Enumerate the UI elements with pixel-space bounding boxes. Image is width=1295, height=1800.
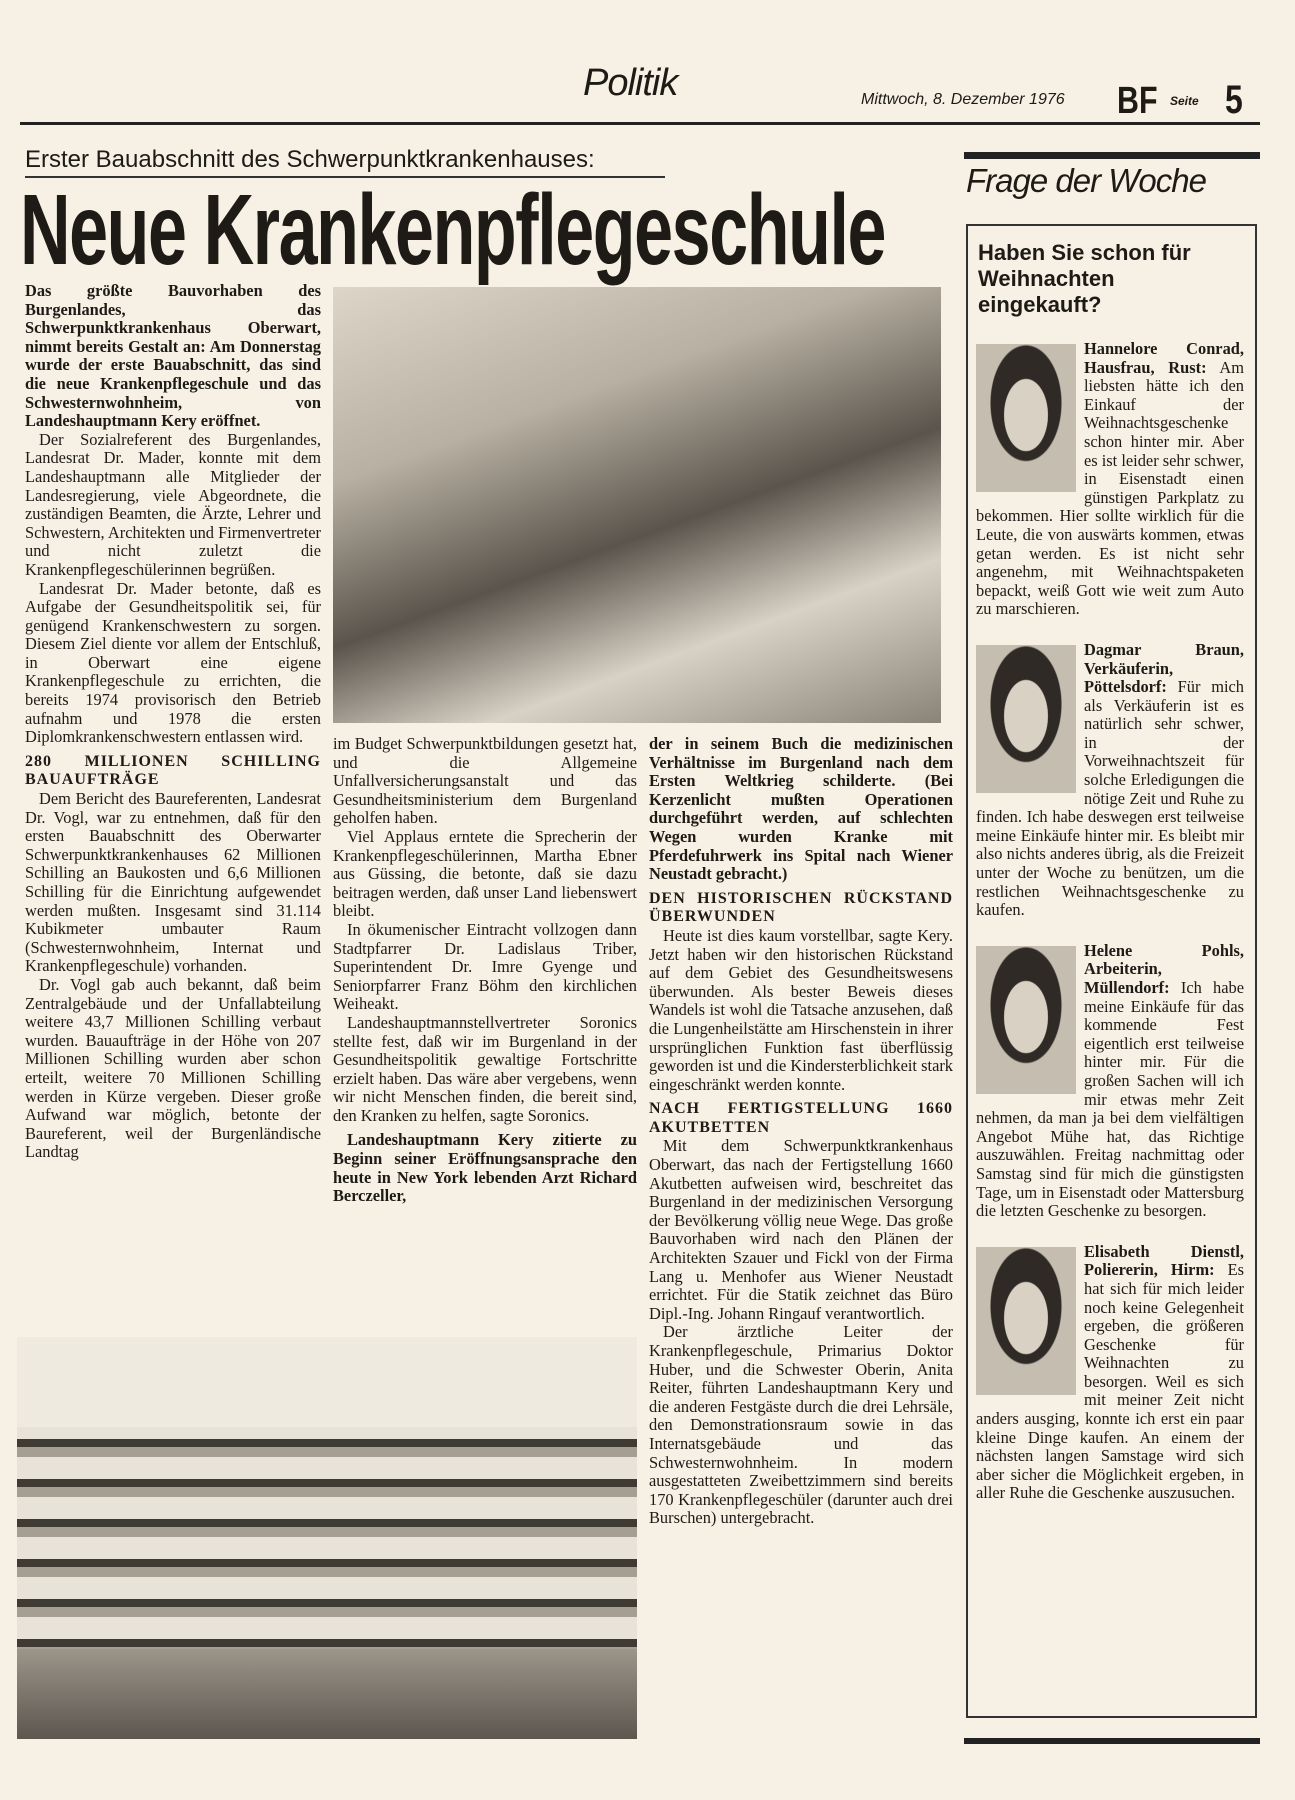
paragraph: im Budget Schwerpunktbildungen gesetzt hat, und die Allgemeine Unfallversicherungsanstalt und das Gesundheitsministerium dem Burgenland geholfen haben.: [333, 734, 637, 828]
portrait-photo: [976, 645, 1076, 793]
interviewee-name: Elisabeth Dienstl, Poliererin, Hirm:: [1084, 1242, 1244, 1280]
article-kicker: Erster Bauabschnitt des Schwerpunktkrankenhauses:: [25, 146, 665, 178]
paragraph: Landesrat Dr. Mader betonte, daß es Aufgabe der Gesundheitspolitik sei, für genügend Krankenschwestern zu sorgen. Diesem Ziel diente vor allem der Entschluß, in Oberwart eine eigene Krankenpflegeschule zu errichten, die bereits 1974 provisorisch den Betrieb aufnahm und 1978 die ersten Diplomkrankenschwestern entlassen wird.: [25, 578, 321, 747]
paragraph: Der Sozialreferent des Burgenlandes, Landesrat Dr. Mader, konnte mit dem Landeshauptmann alle Mitglieder der Landesregierung, viele Abgeordnete, die zuständigen Beamten, die Ärzte, Lehrer und Schwestern, Architekten und Firmenvertreter und nicht zuletzt die Krankenpflegeschülerinnen begrüßen.: [25, 429, 321, 579]
subheading: DEN HISTORISCHEN RÜCKSTAND ÜBERWUNDEN: [649, 889, 953, 926]
issue-date: Mittwoch, 8. Dezember 1976: [861, 91, 1065, 108]
interview-entry: [976, 1243, 1244, 1503]
photo-hospital-building: [17, 1337, 637, 1739]
sidebar-entries: [976, 340, 1244, 1525]
header-rule: [20, 122, 1260, 125]
subheading: NACH FERTIGSTELLUNG 1660 AKUTBETTEN: [649, 1100, 953, 1136]
interview-entry: [976, 641, 1244, 920]
interviewee-answer: Für mich als Verkäuferin ist es natürlich sehr schwer, in der Vorweihnachtszeit für solche Erledigungen die nötige Zeit und Ruhe zu finden. Ich habe deswegen erst teilweise meine Einkäufe hinter mir. Es bleibt mir also nichts anderes übrig, als die Freizeit unter der Woche zu benützen, um die restlichen Weihnachtsgeschenke zu kaufen.: [976, 677, 1244, 920]
sidebar-title: Frage der Woche: [966, 162, 1206, 199]
interviewee-answer: Am liebsten hätte ich den Einkauf der Weihnachtsgeschenke schon hinter mir. Aber es ist leider sehr schwer, in Eisenstadt einen günstigen Parkplatz zu bekommen. Hier sollte wirklich für die Leute, die von auswärts kommen, etwas getan werden. Es ist nicht sehr angenehm, mit Weihnachtspaketen bepackt, weiß Gott wie weit zum Auto zu marschieren.: [976, 357, 1244, 619]
portrait-photo: [976, 344, 1076, 492]
article-column-1: [25, 282, 321, 1162]
interviewee-answer: Es hat sich für mich leider noch keine Gelegenheit ergeben, die größeren Geschenke für Weihnachten zu besorgen. Weil es sich mit meiner Zeit nicht anders ausging, konnte ich erst ein paar kleine Dinge kaufen. An einem der nächsten langen Samstage wird sich aber sicher die Möglichkeit ergeben, in aller Ruhe die Geschenke auszusuchen.: [976, 1260, 1244, 1503]
subheading: 280 MILLIONEN SCHILLING BAUAUFTRÄGE: [25, 752, 321, 789]
article-column-2: [333, 735, 637, 1206]
portrait-photo: [976, 946, 1076, 1094]
paragraph: Dr. Vogl gab auch bekannt, daß beim Zentralgebäude und der Unfallabteilung weitere 43,7 Millionen Schilling verbaut wurden. Bauaufträge in der Höhe von 207 Millionen Schilling wurden aber schon erteilt, weitere 70 Millionen Schilling werden in Kürze vergeben. Dieser große Aufwand war möglich, betonte der Baureferent, weil der Burgenländische Landtag: [25, 974, 321, 1162]
paragraph: der in seinem Buch die medizinischen Verhältnisse im Burgenland nach dem Ersten Weltkrieg schilderte. (Bei Kerzenlicht mußten Operationen durchgeführt werden, auf schlechten Wegen wurden Kranke mit Pferdefuhrwerk ins Spital nach Wiener Neustadt gebracht.): [649, 734, 953, 884]
article-column-3: [649, 735, 953, 1528]
portrait-photo: [976, 1247, 1076, 1395]
section-title: Politik: [583, 62, 678, 104]
sidebar-rule-bottom: [964, 1738, 1260, 1744]
paragraph: In ökumenischer Eintracht vollzogen dann Stadtpfarrer Dr. Ladislaus Triber, Superintendent Dr. Imre Gyenge und Seniorpfarrer Franz Böhm den kirchlichen Weiheakt.: [333, 919, 637, 1014]
paragraph: Viel Applaus erntete die Sprecherin der Krankenpflegeschülerinnen, Martha Ebner aus Güssing, die betonte, daß sie dazu beitragen werden, daß unser Land liebenswert bleibt.: [333, 826, 637, 921]
sidebar-rule-top: [964, 152, 1260, 159]
interview-entry: [976, 942, 1244, 1221]
article-headline: Neue Krankenpflegeschule: [20, 174, 886, 286]
page-number: 5: [1225, 78, 1243, 122]
paragraph: Heute ist dies kaum vorstellbar, sagte Kery. Jetzt haben wir den historischen Rückstand auf dem Gebiet des Gesundheitswesens überwunden. Als bester Beweis dieses Wandels ist wohl die Tatsache anzusehen, daß die Lungenheilstätte am Hirschenstein in ihrer ursprünglichen Funktion fast überflüssig geworden ist und die Kindersterblichkeit stark eingeschränkt werden konnte.: [649, 925, 953, 1094]
lead-paragraph: Das größte Bauvorhaben des Burgenlandes, das Schwerpunktkrankenhaus Oberwart, nimmt bereits Gestalt an: Am Donnerstag wurde der erste Bauabschnitt, das sind die neue Krankenpflegeschule und das Schwesternwohnheim, von Landeshauptmann Kery eröffnet.: [25, 281, 321, 431]
paragraph: Landeshauptmann Kery zitierte zu Beginn seiner Eröffnungsansprache den heute in New York lebenden Arzt Richard Berczeller,: [333, 1130, 637, 1206]
page-label: Seite: [1170, 94, 1199, 108]
interviewee-answer: Ich habe meine Einkäufe für das kommende Fest eigentlich erst teilweise hinter mir. Für die großen Sachen will ich mir etwas mehr Zeit nehmen, da man ja bei dem vielfältigen Angebot Mühe hat, das Richtige auszuwählen. Freitag nachmittag oder Samstag sind für mich die günstigsten Tage, um in Eisenstadt oder Mattersburg die letzten Geschenke zu besorgen.: [976, 978, 1244, 1221]
sidebar-question: Haben Sie schon für Weihnachten eingekauft?: [978, 240, 1191, 317]
paragraph: Dem Bericht des Baureferenten, Landesrat Dr. Vogl, war zu entnehmen, daß für den ersten Bauabschnitt des Oberwarter Schwerpunktkrankenhauses 62 Millionen Schilling an Baukosten und 6,6 Millionen Schilling für die Einrichtung aufgewendet werden mußten. Insgesamt sind 31.114 Kubikmeter umbauter Raum (Schwesternwohnheim, Internat und Krankenpflegeschule) vorhanden.: [25, 789, 321, 976]
interviewee-name: Helene Pohls, Arbeiterin, Müllendorf:: [1084, 941, 1244, 997]
interviewee-name: Dagmar Braun, Verkäuferin, Pöttelsdorf:: [1084, 640, 1244, 697]
paragraph: Landeshauptmannstellvertreter Soronics stellte fest, daß wir im Burgenland in der Gesundheitspolitik gewaltige Fortschritte erzielt haben. Das wäre aber vergebens, wenn wir nicht Menschen finden, die bereit sind, den Kranken zu helfen, sagte Soronics.: [333, 1012, 637, 1125]
paper-logo: BF: [1117, 80, 1158, 122]
interview-entry: [976, 340, 1244, 619]
paragraph: Mit dem Schwerpunktkrankenhaus Oberwart, das nach der Fertigstellung 1660 Akutbetten aufweisen wird, beschreitet das Burgenland in der medizinischen Versorgung der Bevölkerung völlig neue Wege. Das große Bauvorhaben wird nach den Plänen der Architekten Szauer und Fickl von der Firma Lang u. Menhofer aus Wiener Neustadt errichtet. Für die Statik zeichnet das Büro Dipl.-Ing. Johann Ringauf verantwortlich.: [649, 1136, 953, 1323]
interviewee-name: Hannelore Conrad, Hausfrau, Rust:: [1084, 340, 1244, 377]
paragraph: Der ärztliche Leiter der Krankenpflegeschule, Primarius Doktor Huber, und die Schwester Oberin, Anita Reiter, führten Landeshauptmann Kery und die anderen Festgäste durch die drei Lehrsäle, den Demonstrationsraum sowie in das Internatsgebäude und das Schwesternwohnheim. In modern ausgestatteten Zweibettzimmern sind bereits 170 Krankenpflegeschüler (darunter auch drei Burschen) untergebracht.: [649, 1322, 953, 1528]
photo-guests-at-table: [333, 287, 941, 723]
